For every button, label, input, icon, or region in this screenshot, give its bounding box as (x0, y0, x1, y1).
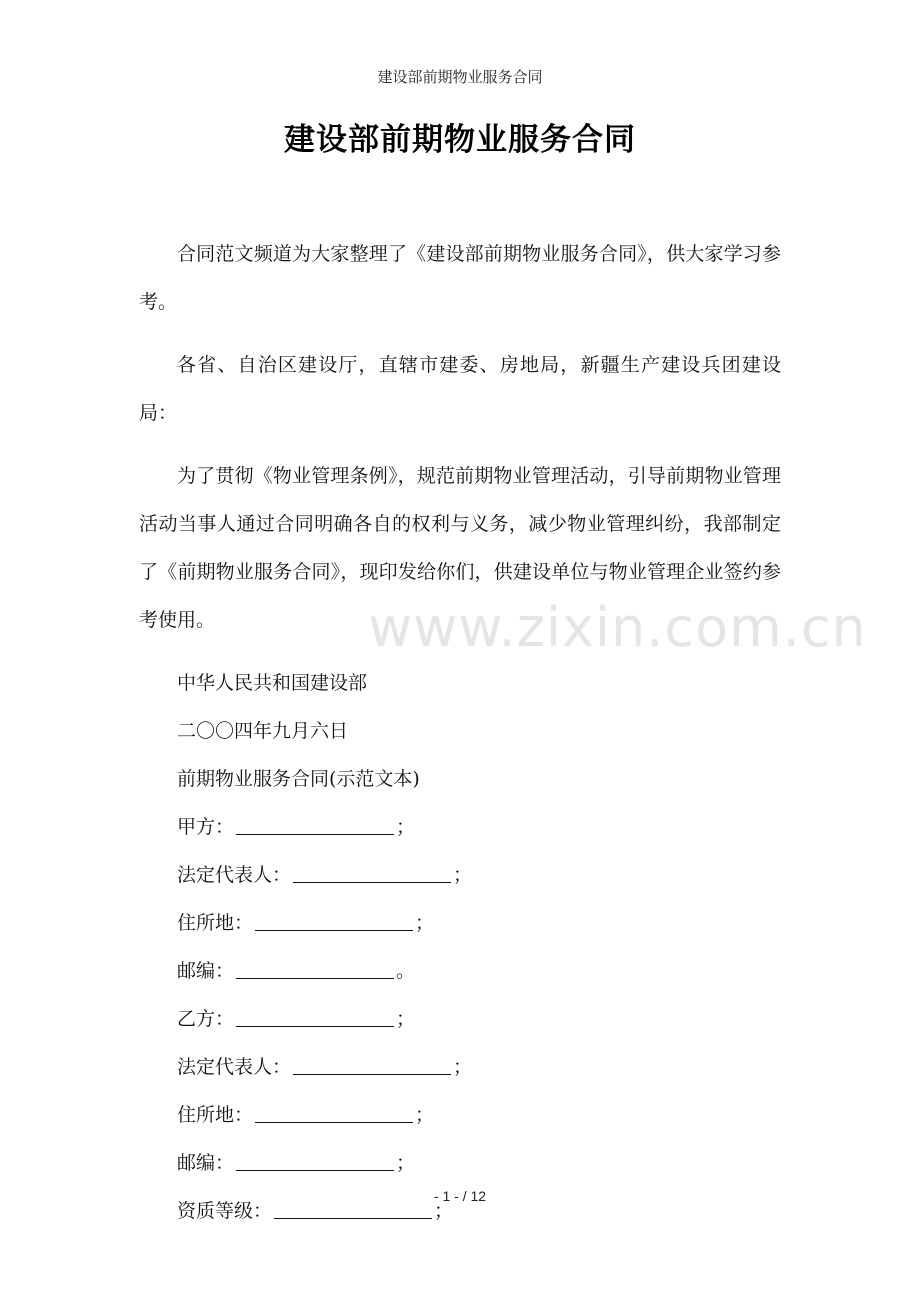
fill-blank[interactable] (236, 977, 394, 979)
field-label: 邮编： (177, 960, 235, 982)
issuer-line: 中华人民共和国建设部 (177, 672, 368, 694)
fill-blank[interactable] (236, 833, 394, 835)
date-line: 二〇〇四年九月六日 (177, 720, 349, 742)
field-label: 法定代表人： (177, 1056, 292, 1078)
party-b-legal-rep-field (139, 1043, 781, 1091)
party-a-field (139, 803, 781, 851)
party-a-postcode-field (139, 947, 781, 995)
field-end: ； (415, 1104, 435, 1126)
addressee-paragraph: 各省、自治区建设厅，直辖市建委、房地局，新疆生产建设兵团建设局： (139, 354, 781, 424)
document-body (139, 230, 781, 1235)
party-a-address-field (139, 899, 781, 947)
document-title: 建设部前期物业服务合同 (284, 122, 636, 158)
party-b-postcode-field (139, 1139, 781, 1187)
fill-blank[interactable] (255, 929, 413, 931)
party-a-legal-rep-field (139, 851, 781, 899)
page-number: - 1 - / 12 (433, 1188, 487, 1204)
field-end: ； (396, 1152, 416, 1174)
intro-paragraph: 合同范文频道为大家整理了《建设部前期物业服务合同》，供大家学习参考。 (139, 243, 781, 313)
field-label: 住所地： (177, 1104, 254, 1126)
field-end: ； (453, 1056, 473, 1078)
field-label: 邮编： (177, 1152, 235, 1174)
contract-name-line: 前期物业服务合同(示范文本) (177, 768, 420, 790)
field-end: ； (434, 1200, 454, 1222)
field-end: ； (396, 1008, 416, 1030)
field-end: 。 (396, 960, 416, 982)
field-label: 法定代表人： (177, 864, 292, 886)
watermark: www.zixin.com.cn (368, 596, 867, 659)
fill-blank[interactable] (274, 1217, 432, 1219)
notice-paragraph: 为了贯彻《物业管理条例》，规范前期物业管理活动，引导前期物业管理活动当事人通过合同明确各自的权利与义务，减少物业管理纠纷，我部制定了《前期物业服务合同》，现印发给你们，供建设单位与物业管理企业签约参考使用。 (139, 465, 781, 631)
party-b-field (139, 995, 781, 1043)
field-label: 资质等级： (177, 1200, 273, 1222)
fill-blank[interactable] (293, 1073, 451, 1075)
field-label: 甲方： (177, 816, 235, 838)
party-b-address-field (139, 1091, 781, 1139)
fill-blank[interactable] (255, 1121, 413, 1123)
fill-blank[interactable] (236, 1169, 394, 1171)
field-end: ； (453, 864, 473, 886)
fill-blank[interactable] (293, 881, 451, 883)
running-header: 建设部前期物业服务合同 (377, 68, 543, 86)
field-label: 乙方： (177, 1008, 235, 1030)
field-end: ； (415, 912, 435, 934)
fill-blank[interactable] (236, 1025, 394, 1027)
field-label: 住所地： (177, 912, 254, 934)
field-end: ； (396, 816, 416, 838)
